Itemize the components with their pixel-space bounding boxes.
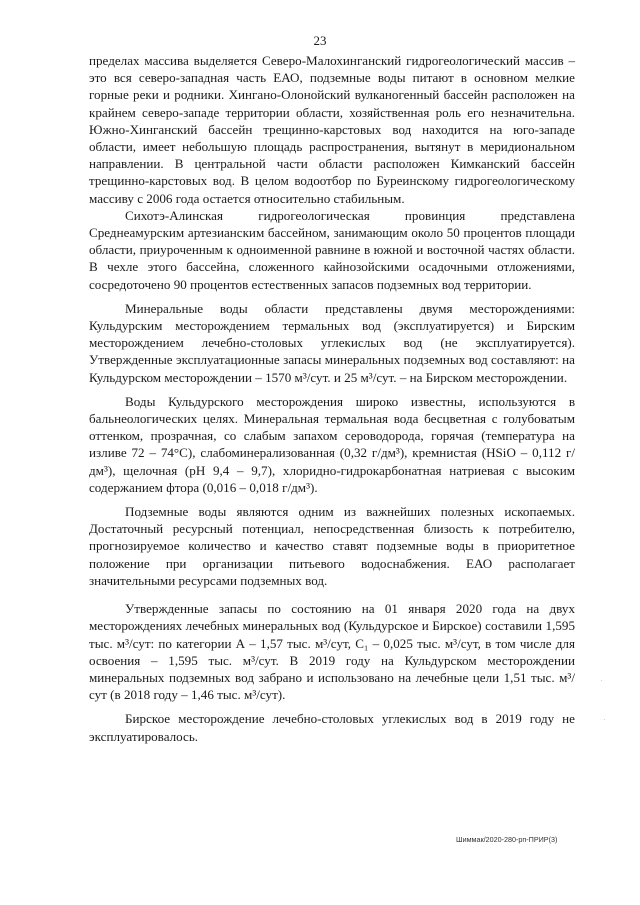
- page-number: 23: [313, 33, 327, 48]
- paragraph-birskoe-deposit: Бирское месторождение лечебно-столовых углекислых вод в 2019 году не эксплуатировалось.: [89, 711, 575, 744]
- paragraph-approved-reserves: Утвержденные запасы по состоянию на 01 января 2020 года на двух месторождениях лечебных минеральных вод (Кульдурское и Бирское) составили 1,595 тыс. м³/сут: по категории А – 1,57 тыс. м³/сут, C₁ – 0,025 тыс. м³/сут, в том числе для освоения – 1,595 тыс. м³/сут. В 2019 году на Кульдурском месторождении минеральных подземных вод забрано и использовано на лечебные цели 1,51 тыс. м³/сут (в 2018 году – 1,46 тыс. м³/сут).: [89, 601, 575, 703]
- paragraph-groundwater-resources: Подземные воды являются одним из важнейших полезных ископаемых. Достаточный ресурсный потенциал, непосредственная близость к потребителю, прогнозируемое количество и качество ставят подземные воды в приоритетное положение при организации питьевого водоснабжения. ЕАО располагает значительными ресурсами подземных вод.: [89, 504, 575, 588]
- paragraph-sikhote-alin-province: Сихотэ-Алинская гидрогеологическая провинция представлена Среднеамурским артезианским бассейном, занимающим около 50 процентов площади области, приуроченным к одноименной равнине в южной и восточной частях области. В чехле этого бассейна, сложенного кайнозойскими осадочными отложениями, сосредоточено 90 процентов естественных запасов подземных вод территории.: [89, 207, 575, 292]
- paragraph-mineral-waters: Минеральные воды области представлены двумя месторождениями: Кульдурским месторождением термальных вод (эксплуатируется) и Бирским месторождением лечебно-столовых углекислых вод (не эксплуатируется). Утвержденные эксплуатационные запасы минеральных подземных вод составляют: на Кульдурском месторождении – 1570 м³/сут. и 25 м³/сут. – на Бирском месторождении.: [89, 300, 575, 385]
- footer-document-code: Шиммак/2020-280-рп-ПРИР(3): [456, 835, 558, 844]
- scan-speck: ·: [600, 676, 603, 685]
- paragraph-kuldur-waters: Воды Кульдурского месторождения широко известны, используются в бальнеологических целях. Минеральная термальная вода бесцветная с голубоватым оттенком, прозрачная, со слабым запахом сероводорода, горячая (температура на изливе 72 – 74°С), слабоминерализованная (0,32 г/дм³), кремнистая (HSiO – 0,112 г/дм³), щелочная (pH 9,4 – 9,7), хлоридно-гидрокарбонатная натриевая с высоким содержанием фтора (0,016 – 0,018 г/дм³).: [89, 393, 575, 495]
- body-text: [89, 52, 575, 745]
- scan-speck: ·: [603, 715, 606, 724]
- paragraph-continuation: пределах массива выделяется Северо-Малохинганский гидрогеологический массив – это вся северо-западная часть ЕАО, подземные воды питают в основном мелкие горные реки и родники. Хингано-Олонойский вулканогенный бассейн расположен на крайнем северо-западе территории области, хозяйственная роль его незначительна. Южно-Хинганский бассейн трещинно-карстовых вод находится на юго-западе области, имеет небольшую площадь распространения, вытянут в меридиональном направлении. В центральной части области расположен Кимканский бассейн трещинно-карстовых вод. В целом водоотбор по Буреинскому гидрогеологическому массиву с 2006 года остается относительно стабильным.: [89, 53, 575, 206]
